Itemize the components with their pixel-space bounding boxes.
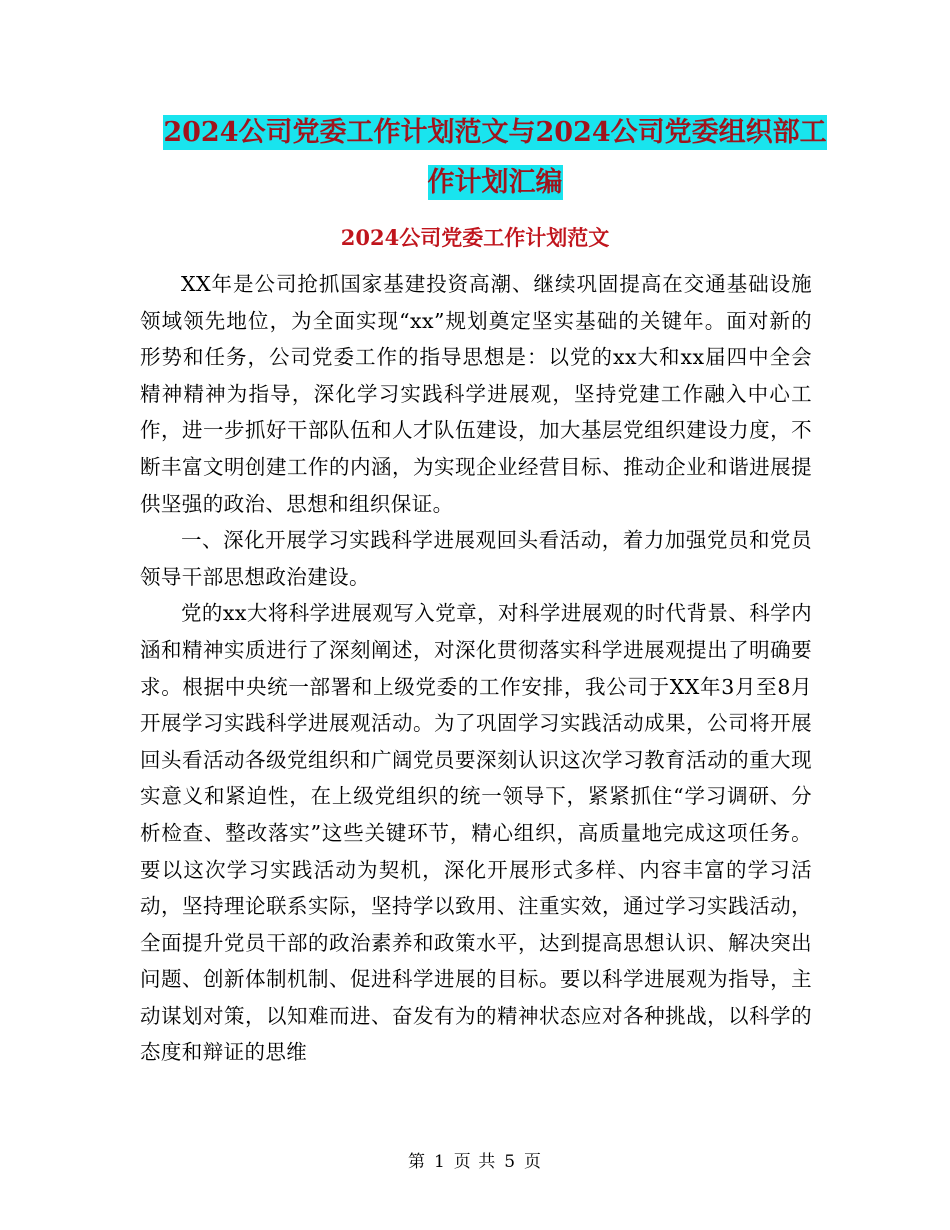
footer-total-pages: 5 <box>504 1152 517 1172</box>
footer-suffix: 页 <box>524 1152 543 1172</box>
footer-prefix: 第 <box>407 1152 426 1172</box>
paragraph-intro: XX年是公司抢抓国家基建投资高潮、继续巩固提高在交通基础设施领域领先地位，为全面实现“xx”规划奠定坚实基础的关键年。面对新的形势和任务，公司党委工作的指导思想是：以党的xx大和xx届四中全会精神精神为指导，深化学习实践科学进展观，坚持党建工作融入中心工作，进一步抓好干部队伍和人才队伍建设，加大基层党组织建设力度，不断丰富文明创建工作的内涵，为实现企业经营目标、推动企业和谐进展提供坚强的政治、思想和组织保证。 <box>140 272 812 516</box>
paragraph-heading-one: 一、深化开展学习实践科学进展观回头看活动，着力加强党员和党员领导干部思想政治建设。 <box>140 528 812 589</box>
paragraph-detail: 党的xx大将科学进展观写入党章，对科学进展观的时代背景、科学内涵和精神实质进行了深刻阐述，对深化贯彻落实科学进展观提出了明确要求。根据中央统一部署和上级党委的工作安排，我公司于XX年3月至8月开展学习实践科学进展观活动。为了巩固学习实践活动成果，公司将开展回头看活动各级党组织和广阔党员要深刻认识这次学习教育活动的重大现实意义和紧迫性，在上级党组织的统一领导下，紧紧抓住“学习调研、分析检查、整改落实”这些关键环节，精心组织，高质量地完成这项任务。要以这次学习实践活动为契机，深化开展形式多样、内容丰富的学习活动，坚持理论联系实际，坚持学以致用、注重实效，通过学习实践活动，全面提升党员干部的政治素养和政策水平，达到提高思想认识、解决突出问题、创新体制机制、促进科学进展的目标。要以科学进展观为指导，主动谋划对策，以知难而进、奋发有为的精神状态应对各种挑战，以科学的态度和辩证的思维 <box>140 601 812 1065</box>
page-footer <box>0 1150 950 1174</box>
footer-page-number: 1 <box>433 1152 446 1172</box>
document-body <box>140 266 812 1071</box>
document-title <box>140 108 850 208</box>
document-title-line-1: 2024公司党委工作计划范文与2024公司党委组织部工 <box>163 117 827 148</box>
section-title: 2024公司党委工作计划范文 <box>340 225 610 250</box>
document-title-line-2: 作计划汇编 <box>427 167 563 198</box>
footer-middle: 页 共 <box>453 1152 497 1172</box>
